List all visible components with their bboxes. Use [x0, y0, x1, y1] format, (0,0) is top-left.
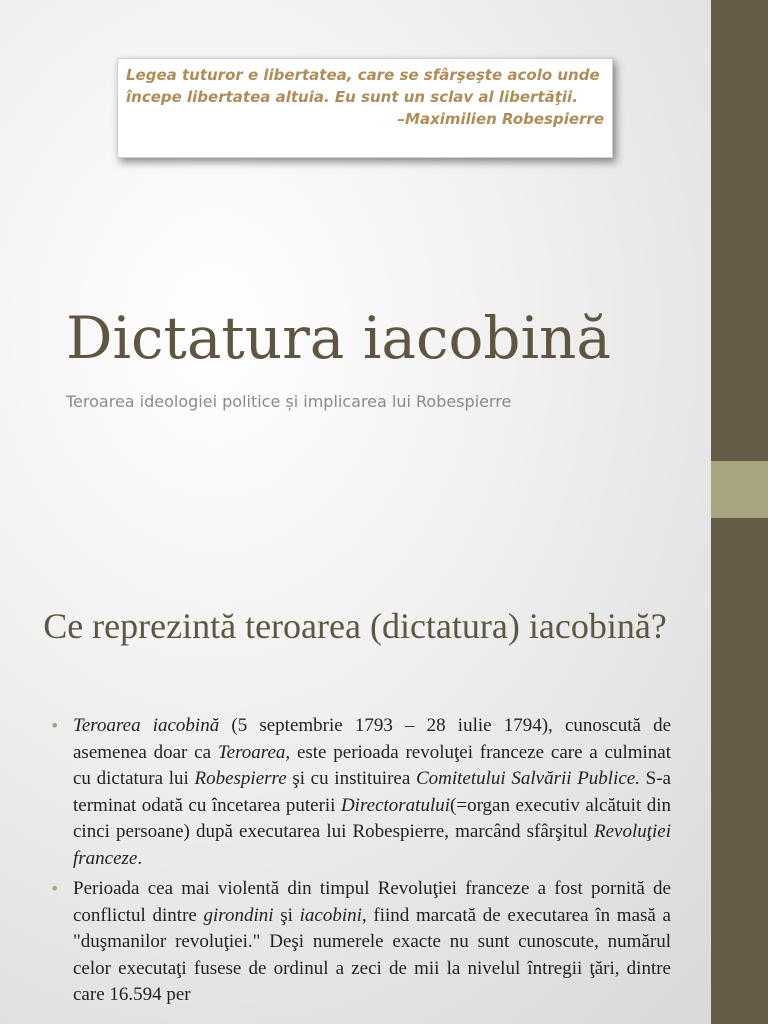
term-directoratul: Directoratului [340, 794, 451, 816]
bullet-text: şi cu instituirea [286, 768, 416, 789]
section-heading: Ce reprezintă teroarea (dictatura) iacobină? [43, 606, 667, 646]
bullet-text: , fiind marcată de executarea în masă a "duşmanilor revoluţiei." Deşi numerele exacte nu sunt cunoscute, numărul celor executaţi fusese de ordinul a zeci de mii la nivelul întregii ţări, dintre care 16.594 per [73, 904, 671, 1005]
term-teroarea-iacobina: Teroarea iacobină [73, 715, 220, 736]
quote-line-1: Legea tuturor e libertatea, care se sfârşeşte acolo unde [126, 66, 600, 84]
sidebar-accent-block [711, 461, 768, 518]
bullet-text: S-a terminat odată cu încetarea puterii [73, 768, 671, 816]
slide-subtitle: Teroarea ideologiei politice și implicarea lui Robespierre [66, 392, 512, 411]
term-iacobini: iacobini [299, 904, 362, 926]
quote-line-2: începe libertatea altuia. Eu sunt un sclav al libertăţii. [126, 88, 578, 106]
bullet-text: şi [273, 904, 300, 926]
term-teroarea: Teroarea [217, 741, 286, 763]
bullet-marker-icon: • [50, 879, 60, 898]
term-comitetul-salvarii-publice: Comitetului Salvării Publice. [415, 768, 640, 789]
bullet-item [50, 876, 671, 1009]
bullet-marker-icon: • [50, 716, 60, 735]
bullet-item [50, 713, 671, 872]
quote-box [117, 58, 613, 158]
slide-title: Dictatura iacobină [66, 304, 611, 372]
bullet-text: Perioada cea mai violentă din timpul Revoluţiei franceze a fost pornită de conflictul dintre [73, 878, 671, 926]
bullet-text: (=organ executiv alcătuit din cinci persoane) după executarea lui Robespierre, marcând sfârşitul [73, 794, 671, 842]
term-girondini: girondini [203, 904, 274, 926]
bullet-text: . [137, 847, 143, 869]
bullet-text: , este perioada revoluţei franceze care a culminat cu dictatura lui [73, 741, 671, 789]
term-revolutia-franceza: Revoluţiei franceze [73, 821, 671, 869]
term-robespierre: Robespierre [194, 768, 287, 789]
quote-author: –Maximilien Robespierre [397, 110, 604, 128]
bullet-list [50, 713, 671, 1024]
bullet-text: (5 septembrie 1793 – 28 iulie 1794), cunoscută de asemenea doar ca [73, 715, 671, 763]
